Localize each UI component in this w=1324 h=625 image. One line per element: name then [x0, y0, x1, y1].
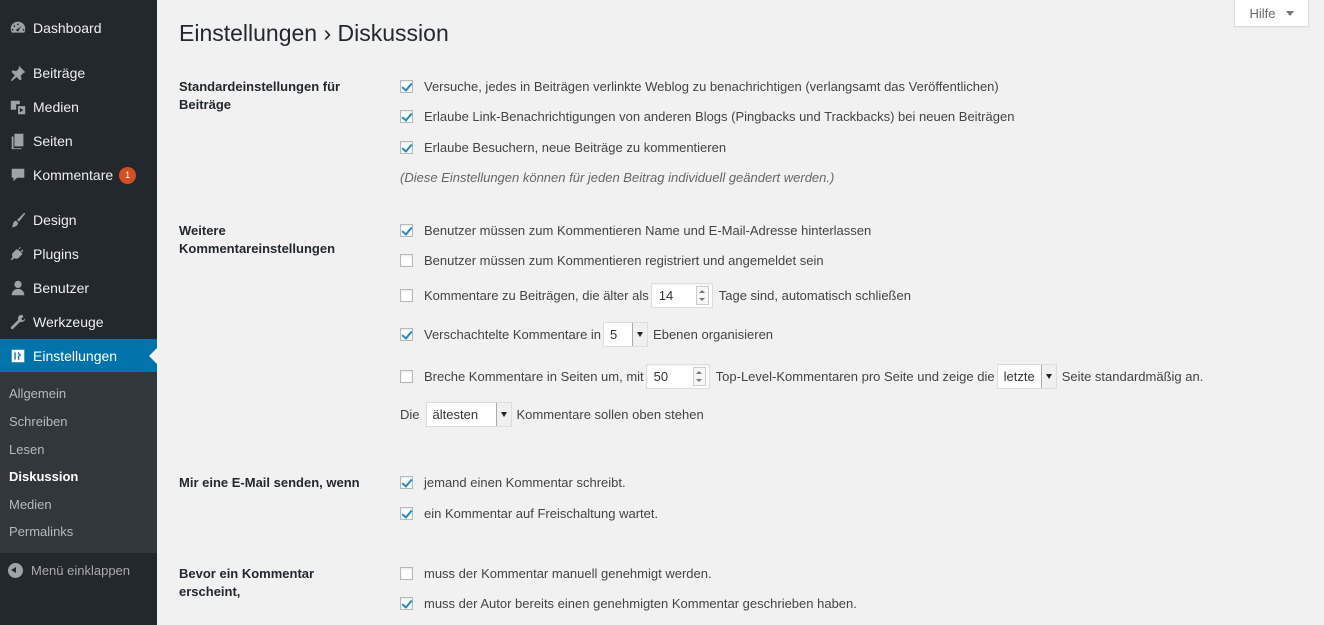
settings-icon — [0, 346, 33, 366]
menu-label: Medien — [33, 99, 79, 115]
option-notify-linked-blogs — [400, 79, 999, 94]
option-label: Die — [400, 407, 420, 422]
option-label: Tage sind, automatisch schließen — [718, 288, 911, 303]
option-label: Kommentare zu Beiträgen, die älter als — [424, 288, 649, 303]
checkbox-previous-approved[interactable] — [400, 597, 413, 610]
help-tab-button[interactable] — [1234, 0, 1309, 27]
dropdown-arrow-icon — [496, 403, 511, 426]
close-days-input[interactable] — [652, 284, 696, 307]
option-label: Seite standardmäßig an. — [1061, 369, 1204, 384]
menu-item-settings[interactable] — [0, 339, 157, 373]
comment-count-badge: 1 — [119, 167, 136, 184]
thread-depth-select[interactable] — [603, 322, 648, 347]
menu-label: Seiten — [33, 133, 73, 149]
option-label: Top-Level-Kommentaren pro Seite und zeige die — [715, 369, 995, 384]
section-label-default-post-settings: Standardeinstellungen für Beiträge — [179, 79, 341, 112]
checkbox-threaded-comments[interactable] — [400, 328, 413, 341]
submenu-item-permalinks[interactable]: Permalinks — [9, 524, 74, 539]
menu-item-users[interactable] — [0, 271, 157, 305]
option-label: jemand einen Kommentar schreibt. — [424, 475, 626, 490]
option-label: ein Kommentar auf Freischaltung wartet. — [424, 506, 659, 521]
collapse-menu-button[interactable] — [0, 556, 157, 584]
submenu-item-media[interactable]: Medien — [9, 497, 52, 512]
spinner-arrows-icon[interactable] — [696, 286, 709, 305]
option-previous-approved — [400, 596, 857, 611]
submenu-item-reading[interactable]: Lesen — [9, 442, 45, 457]
checkbox-email-on-comment[interactable] — [400, 476, 413, 489]
menu-item-media[interactable] — [0, 90, 157, 124]
dashboard-icon — [0, 18, 33, 38]
option-label: Erlaube Link-Benachrichtigungen von anderen Blogs (Pingbacks und Trackbacks) bei neuen Beiträgen — [424, 109, 1015, 124]
dropdown-arrow-icon — [632, 323, 647, 346]
pages-icon — [0, 131, 33, 151]
option-email-on-moderation — [400, 506, 658, 521]
checkbox-allow-comments[interactable] — [400, 141, 413, 154]
menu-item-plugins[interactable] — [0, 237, 157, 271]
settings-submenu — [0, 372, 157, 553]
collapse-arrow-icon — [8, 563, 23, 578]
comments-per-page-input[interactable] — [647, 365, 693, 388]
option-allow-comments — [400, 140, 726, 155]
menu-item-dashboard[interactable] — [0, 11, 157, 45]
submenu-item-writing[interactable]: Schreiben — [9, 414, 68, 429]
brush-icon — [0, 210, 33, 230]
option-label: Breche Kommentare in Seiten um, mit — [424, 369, 644, 384]
close-days-stepper[interactable] — [651, 283, 713, 308]
menu-label: Plugins — [33, 246, 79, 262]
option-require-registration — [400, 253, 824, 268]
menu-label: Beiträge — [33, 65, 86, 81]
spinner-arrows-icon[interactable] — [693, 367, 706, 386]
checkbox-notify-linked-blogs[interactable] — [400, 80, 413, 93]
select-value: letzte — [1003, 369, 1035, 384]
menu-label: Werkzeuge — [33, 314, 104, 330]
comment-order-select[interactable] — [426, 402, 512, 427]
checkbox-close-old-comments[interactable] — [400, 289, 413, 302]
option-label: muss der Kommentar manuell genehmigt werden. — [424, 566, 712, 581]
select-value: ältesten — [432, 407, 479, 422]
menu-label: Einstellungen — [33, 348, 118, 364]
menu-item-posts[interactable] — [0, 56, 157, 90]
option-paginate-comments — [400, 364, 1203, 389]
menu-label: Kommentare — [33, 167, 114, 183]
option-label: Benutzer müssen zum Kommentieren registriert und angemeldet sein — [424, 253, 824, 268]
option-comment-order — [400, 402, 704, 427]
option-label: Verschachtelte Kommentare in — [424, 327, 602, 342]
user-icon — [0, 278, 33, 298]
plugin-icon — [0, 244, 33, 264]
checkbox-require-registration[interactable] — [400, 254, 413, 267]
checkbox-email-on-moderation[interactable] — [400, 507, 413, 520]
checkbox-allow-pingbacks[interactable] — [400, 110, 413, 123]
admin-sidebar — [0, 0, 157, 625]
menu-item-tools[interactable] — [0, 305, 157, 339]
option-label: Kommentare sollen oben stehen — [516, 407, 704, 422]
option-allow-pingbacks — [400, 109, 1014, 124]
select-value: 5 — [610, 327, 618, 342]
collapse-menu-label: Menü einklappen — [31, 562, 131, 578]
option-label: Benutzer müssen zum Kommentieren Name und E-Mail-Adresse hinterlassen — [424, 223, 872, 238]
media-icon — [0, 97, 33, 117]
submenu-item-general[interactable]: Allgemein — [9, 386, 67, 401]
menu-item-comments[interactable] — [0, 158, 157, 192]
comment-icon — [0, 165, 33, 185]
default-page-select[interactable] — [997, 364, 1057, 389]
checkbox-manual-approval[interactable] — [400, 567, 413, 580]
menu-item-pages[interactable] — [0, 124, 157, 158]
help-tab-label: Hilfe — [1249, 5, 1276, 21]
menu-label: Dashboard — [33, 20, 102, 36]
defaults-note: (Diese Einstellungen können für jeden Beitrag individuell geändert werden.) — [400, 170, 835, 185]
section-label-before-comment-appears: Bevor ein Kommentar erscheint, — [179, 566, 315, 599]
option-label: Erlaube Besuchern, neue Beiträge zu kommentieren — [424, 140, 727, 155]
option-email-on-comment — [400, 475, 626, 490]
page-title: Einstellungen › Diskussion — [179, 20, 449, 46]
checkbox-paginate-comments[interactable] — [400, 370, 413, 383]
menu-item-design[interactable] — [0, 203, 157, 237]
comments-per-page-stepper[interactable] — [646, 364, 710, 389]
option-label: Versuche, jedes in Beiträgen verlinkte Weblog zu benachrichtigen (verlangsamt das Veröffentlichen) — [424, 79, 999, 94]
submenu-item-discussion[interactable]: Diskussion — [9, 469, 79, 484]
option-label: Ebenen organisieren — [653, 327, 774, 342]
wrench-icon — [0, 312, 33, 332]
option-label: muss der Autor bereits einen genehmigten Kommentar geschrieben haben. — [424, 596, 857, 611]
section-label-other-comment-settings: Weitere Kommentareinstellungen — [179, 223, 336, 256]
dropdown-arrow-icon — [1041, 365, 1056, 388]
option-threaded-comments — [400, 322, 773, 347]
option-manual-approval — [400, 566, 712, 581]
section-label-email-me: Mir eine E-Mail senden, wenn — [179, 475, 360, 490]
checkbox-require-name-email[interactable] — [400, 224, 413, 237]
menu-label: Benutzer — [33, 280, 90, 296]
pin-icon — [0, 63, 33, 83]
option-close-old-comments — [400, 283, 911, 308]
chevron-down-icon — [1286, 11, 1294, 16]
option-require-name-email — [400, 223, 871, 238]
menu-label: Design — [33, 212, 77, 228]
